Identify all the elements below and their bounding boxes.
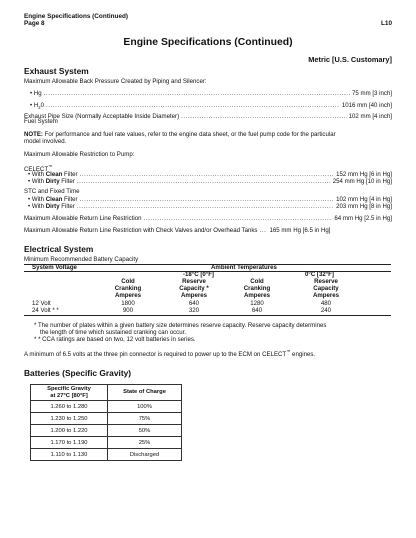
col-rc-1: Reserve Capacity * Amperes	[179, 278, 209, 300]
spec-label: • $H_20$	[30, 102, 44, 111]
cell: 100%	[108, 401, 182, 413]
cell: 50%	[108, 425, 182, 437]
cell: 25%	[108, 437, 182, 449]
cell: 900	[122, 307, 134, 314]
page-title: Engine Specifications (Continued)	[123, 37, 293, 48]
units-label: Metric [U.S. Customary]	[308, 55, 392, 64]
leader-dots	[80, 171, 335, 178]
header-page-number: Page 8	[24, 20, 45, 27]
cell: 480	[320, 300, 332, 307]
spec-return-line-check-valves	[24, 227, 392, 234]
footnote-cca: * * CCA ratings are based on two, 12 volt batteries in series.	[34, 336, 196, 343]
cell: 640	[251, 307, 263, 314]
spec-label: Maximum Allowable Return Line Restriction	[24, 215, 142, 222]
spec-value: 152 mm Hg [6 in Hg]	[336, 171, 392, 178]
note-line-1: NOTE: For performance and fuel rate values, refer to the engine data sheet, or the fuel pump code for the particular	[24, 131, 336, 138]
celect-label: CELECT™	[24, 164, 53, 174]
table-row: 12 Volt	[32, 300, 51, 307]
min-voltage-note: A minimum of 6.5 volts at the three pin connector is required to power up to the ECM on CELECT™ engines.	[24, 349, 316, 359]
footnote-reserve-1: * The number of plates within a given battery size determines reserve capacity. Reserve capacity determines	[34, 322, 327, 329]
cell: 320	[188, 307, 200, 314]
cell: 1.110 to 1.130	[31, 449, 108, 461]
col-system-voltage: System Voltage	[32, 264, 77, 271]
spec-value: 165 mm Hg [6.5 in Hg]	[269, 227, 331, 234]
table-row	[31, 401, 182, 413]
spec-value: 75 mm [3 inch]	[352, 90, 392, 97]
spec-label: • Hg	[30, 90, 42, 97]
spec-label: • With Dirty Filter	[28, 178, 75, 185]
batteries-heading: Batteries (Specific Gravity)	[24, 368, 132, 378]
spec-label: Maximum Allowable Return Line Restriction with Check Valves and/or Overhead Tanks	[24, 227, 258, 234]
table-row	[31, 449, 182, 461]
col-specific-gravity: Specific Gravity at 27°C [80°F]	[31, 385, 108, 401]
spec-value: 64 mm Hg [2.5 in Hg]	[334, 215, 392, 222]
leader-dots	[144, 215, 333, 222]
note-line-2: model involved.	[24, 138, 67, 145]
back-pressure-intro: Maximum Allowable Back Pressure Created by Piping and Silencer:	[24, 78, 207, 85]
temp-0: 0°C [32°F]	[305, 271, 334, 278]
leader-dots	[259, 227, 267, 234]
spec-return-line	[24, 215, 392, 222]
restriction-label: Maximum Allowable Restriction to Pump:	[24, 151, 135, 158]
cell: Discharged	[108, 449, 182, 461]
header-doc-title: Engine Specifications (Continued)	[24, 13, 129, 20]
specific-gravity-table	[30, 384, 182, 461]
spec-value: 102 mm Hg [4 in Hg]	[336, 196, 392, 203]
leader-dots	[80, 196, 335, 203]
cell: 1.200 to 1.220	[31, 425, 108, 437]
spec-hg	[30, 90, 392, 97]
spec-h2o	[30, 102, 392, 110]
table-rule-bottom	[24, 315, 391, 316]
spec-value: 203 mm Hg [8 in Hg]	[336, 203, 392, 210]
cell: 1.230 to 1.250	[31, 413, 108, 425]
col-state-of-charge: State of Charge	[108, 385, 182, 401]
spec-label: • With Clean Filter	[28, 171, 78, 178]
col-ambient-temps: Ambient Temperatures	[211, 264, 277, 271]
table-row	[31, 413, 182, 425]
footnote-reserve-2: the length of time which sustained cranking can occur.	[40, 329, 186, 336]
table-row	[31, 437, 182, 449]
leader-dots	[77, 203, 334, 210]
stc-label: STC and Fixed Time	[24, 188, 80, 195]
spec-value: 102 mm [4 inch]	[348, 113, 392, 120]
spec-celect-dirty	[28, 178, 392, 185]
spec-label: Exhaust Pipe Size (Normally Acceptable Inside Diameter)	[24, 113, 180, 120]
spec-label: • With Dirty Filter	[28, 203, 75, 210]
spec-pipe-size	[24, 113, 392, 120]
cell: 75%	[108, 413, 182, 425]
exhaust-heading: Exhaust System	[24, 66, 89, 76]
spec-value: 1016 mm [40 inch]	[341, 102, 392, 109]
cell: 1.170 to 1.190	[31, 437, 108, 449]
cell: 240	[320, 307, 332, 314]
cell: 1.260 to 1.280	[31, 401, 108, 413]
col-rc-2: Reserve Capacity Amperes	[312, 278, 340, 300]
cell: 1280	[250, 300, 264, 307]
cell: 640	[188, 300, 200, 307]
table-row	[31, 425, 182, 437]
table-row: 24 Volt * *	[32, 307, 59, 314]
col-cca-2: Cold Cranking Amperes	[243, 278, 271, 300]
col-cca-1: Cold Cranking Amperes	[114, 278, 142, 300]
header-engine-code: L10	[380, 20, 392, 27]
table-header-row	[31, 385, 182, 401]
temp-minus18: -18°C [0°F]	[183, 271, 214, 278]
leader-dots	[46, 102, 340, 109]
table-rule-top	[24, 264, 391, 265]
leader-dots	[77, 178, 331, 185]
spec-value: 254 mm Hg [10 in Hg]	[332, 178, 392, 185]
spec-stc-dirty	[28, 203, 392, 210]
leader-dots	[44, 90, 350, 97]
spec-label: • With Clean Filter	[28, 196, 78, 203]
min-capacity-label: Minimum Recommended Battery Capacity	[24, 256, 139, 263]
spec-stc-clean	[28, 196, 392, 203]
electrical-heading: Electrical System	[24, 244, 94, 254]
leader-dots	[181, 113, 347, 120]
fuel-system-label: Fuel System	[24, 118, 58, 125]
cell: 1800	[121, 300, 135, 307]
spec-celect-clean	[28, 171, 392, 178]
